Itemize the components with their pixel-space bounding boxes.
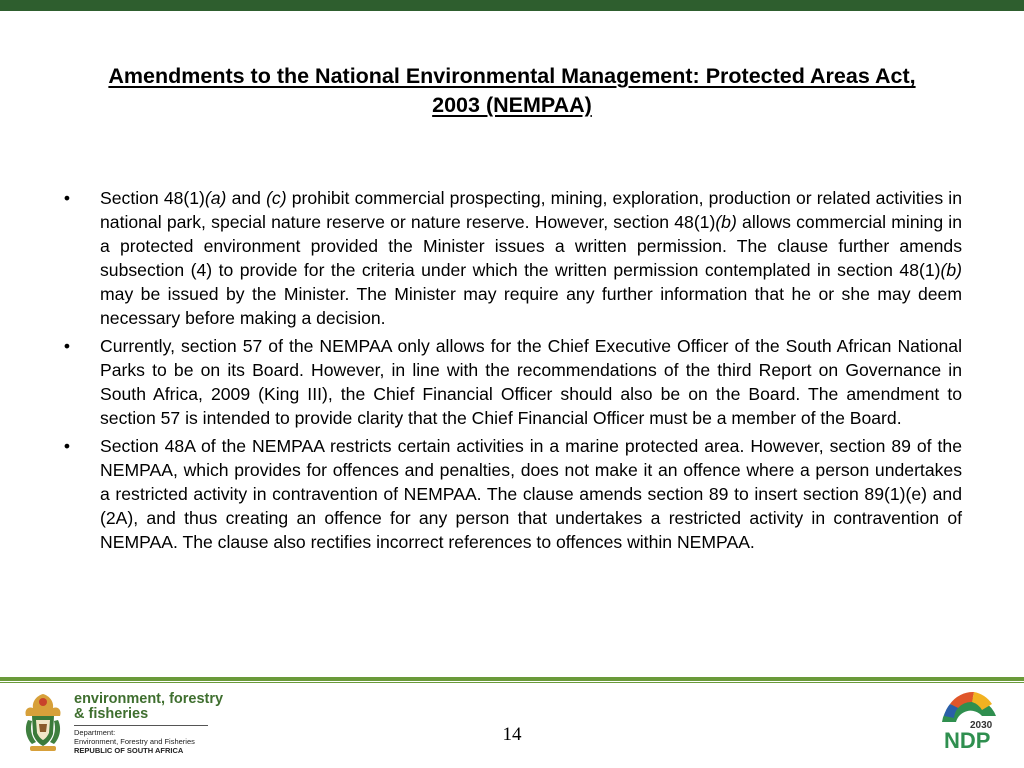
bullet-text: allows commercial mining in a protected environment provided the Minister issues a written permission. The clause further amends subsection (4) to provide for the criteria under which the written permission contemplated in section 48(1) <box>100 212 962 280</box>
dept-line-2: Environment, Forestry and Fisheries <box>74 737 195 746</box>
bullet-text: Section 48A of the NEMPAA restricts certain activities in a marine protected area. However, section 89 of the NEMPAA, which provides for offences and penalties, does not make it an offence where a person undertakes a restricted activity in contravention of NEMPAA. The clause amends section 89 to insert section 89(1)(e) and (2A), and thus creating an offence for any person that undertakes a restricted activity in contravention of NEMPAA. The clause also rectifies incorrect references to offences within NEMPAA. <box>100 436 962 552</box>
coat-of-arms-icon <box>20 690 66 754</box>
bullet-text: (c) <box>266 188 287 208</box>
bullet-glyph: • <box>63 336 71 356</box>
brand-line-1: environment, forestry <box>74 691 224 707</box>
footer-divider-thin <box>0 682 1024 683</box>
bullet-item <box>60 334 962 430</box>
slide-title-text: Amendments to the National Environmental Management: Protected Areas Act, 2003 (NEMPAA) <box>108 64 916 117</box>
bullet-text: Currently, section 57 of the NEMPAA only allows for the Chief Executive Officer of the South African National Parks to be on its Board. However, in line with the recommendations of the third Report on Governance in South Africa, 2009 (King III), the Chief Financial Officer should also be on the Board. The amendment to section 57 is intended to provide clarity that the Chief Financial Officer must be a member of the Board. <box>100 336 962 428</box>
bullet-text: (b) <box>715 212 737 232</box>
department-brand <box>74 692 224 755</box>
bullet-glyph: • <box>63 436 71 456</box>
top-bar <box>0 0 1024 11</box>
bullet-item <box>60 186 962 330</box>
bullet-text: Section 48(1) <box>100 188 205 208</box>
page-number: 14 <box>502 724 522 745</box>
bullet-glyph: • <box>63 188 71 208</box>
dept-line-1: Department: <box>74 728 116 737</box>
bullet-text: prohibit commercial prospecting, mining, exploration, production or related activities in national park, special nature reserve or nature reserve. However, section 48(1) <box>100 188 962 232</box>
footer-divider <box>0 677 1024 681</box>
brand-rule <box>74 725 208 726</box>
brand-line-2: & fisheries <box>74 706 149 722</box>
bullet-text: and <box>226 188 267 208</box>
bullet-text: (a) <box>204 188 227 208</box>
department-logo <box>20 690 224 756</box>
bullet-text: (b) <box>940 260 962 280</box>
ndp-year: 2030 <box>970 720 993 731</box>
slide-title <box>90 62 934 120</box>
bullet-item <box>60 434 962 554</box>
ndp-logo <box>934 686 1002 752</box>
bullet-text: may be issued by the Minister. The Minister may require any further information that he or she may deem necessary before making a decision. <box>100 284 962 328</box>
bullet-list <box>60 186 962 558</box>
ndp-2030-logo-icon <box>934 686 1002 752</box>
dept-line-3: REPUBLIC OF SOUTH AFRICA <box>74 746 184 755</box>
ndp-text: NDP <box>944 728 991 752</box>
